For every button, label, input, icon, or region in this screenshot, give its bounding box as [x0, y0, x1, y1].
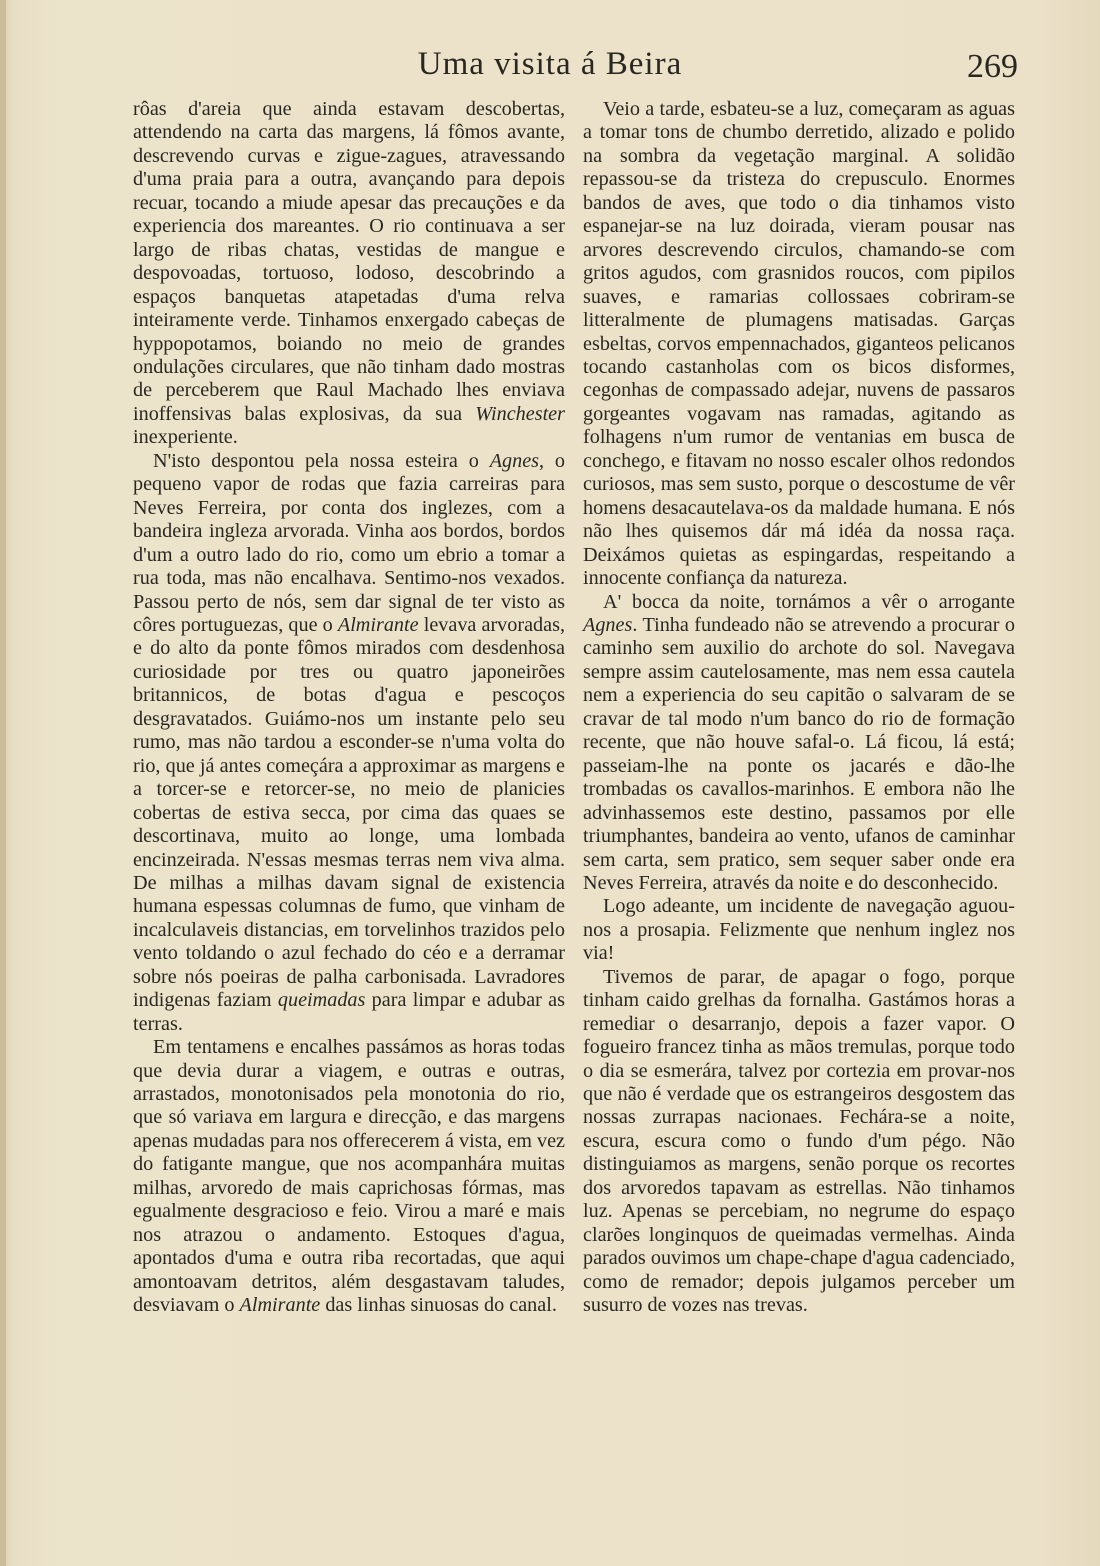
running-header-title: Uma visita á Beira: [417, 46, 683, 82]
italic-text: queimadas: [277, 989, 366, 1012]
text-run: N'isto despontou pela nossa esteira o: [153, 449, 490, 472]
italic-text: Winchester: [475, 402, 565, 425]
paragraph: [133, 98, 565, 450]
paragraph: [583, 591, 1015, 896]
left-text-column: [133, 98, 565, 1318]
paragraph: Veio a tarde, esbateu-se a luz, começaram as aguas a tomar tons de chumbo derretido, alizado e polido na sombra da vegetação marginal. A solidão repassou-se da tristeza do crepusculo. Enormes bandos de aves, que todo o dia tinhamos visto espanejar-se na luz doirada, vieram pousar nas arvores descrevendo circulos, chamando-se com gritos agudos, com grasnidos roucos, com pipilos suaves, e ramarias collossaes cobriram-se litteralmente de plumagens matisadas. Garças esbeltas, corvos empennachados, giganteos pelicanos tocando castanholas com os bicos disformes, cegonhas de compassado adejar, nuvens de passaros gorgeantes vogavam nas ramadas, agitando as folhagens n'um rumor de ventanias em busca de conchego, e fitavam no nosso escaler olhos redondos curiosos, mas sem susto, porque o descostume de vêr homens desacautelava-os da maldade humana. E nós não lhes quisemos dár má idéa da nossa raça. Deixámos quietas as espingardas, respeitando a innocente confiança da natureza.: [583, 98, 1015, 590]
italic-text: Almirante: [239, 1294, 321, 1317]
page-binding-edge: [0, 0, 6, 1566]
text-run: , o pequeno vapor de rodas que fazia carreiras para Neves Ferreira, por conta dos inglezes, com a bandeira ingleza arvorada. Vinha aos bordos, bordos d'um a outro lado do rio, como um ebrio a tomar a rua toda, mas não encalhava. Sentimo-nos vexados. Passou perto de nós, sem dar signal de ter visto as côres portuguezas, que o: [133, 449, 566, 636]
text-run: rôas d'areia que ainda estavam descobertas, attendendo na carta das margens, lá fômos avante, descrevendo curvas e zigue-zagues, atravessando d'uma praia para a outra, avançando para depois recuar, tocando a miude apesar das precauções e da experiencia dos mareantes. O rio continuava a ser largo de ribas chatas, vestidas de mangue e despovoadas, tortuoso, lodoso, descobrindo a espaços banquetas atapetadas d'uma relva inteiramente verde. Tinhamos enxergado cabeças de hyppopotamos, boiando no meio de grandes ondulações circulares, que não tinham dado mostras de perceberem que Raul Machado lhes enviava inoffensivas balas explosivas, da sua: [133, 98, 565, 425]
text-run: A' bocca da noite, tornámos a vêr o arrogante: [603, 590, 1015, 613]
text-run: para limpar e adubar as terras.: [133, 989, 565, 1035]
italic-text: Almirante: [337, 613, 419, 636]
right-text-column: [583, 98, 1015, 1318]
text-run: das linhas sinuosas do canal.: [320, 1294, 557, 1317]
text-run: Em tentamens e encalhes passámos as horas todas que devia durar a viagem, e outras e outras, arrastados, monotonisados pela monotonia do rio, que só variava em largura e direcção, e das margens apenas mudadas para nos offerecerem á vista, em vez do fatigante mangue, que nos acompanhára muitas milhas, arvoredo de mais caprichosas fórmas, mas egualmente desgracioso e feio. Virou a maré e mais nos atrazou o andamento. Estoques d'agua, apontados d'uma e outra riba recortadas, que aqui amontoavam detritos, além desgastavam taludes, desviavam o: [133, 1036, 565, 1317]
italic-text: Agnes: [583, 613, 633, 636]
text-run: inexperiente.: [133, 426, 238, 449]
text-run: . Tinha fundeado não se atrevendo a procurar o caminho sem auxilio do archote do sol. Navegava sempre assim cautelosamente, mas nem essa cautela nem a experiencia do seu capitão o salvaram de se cravar de tal modo n'um banco do rio de formação recente, que não houve safal-o. Lá ficou, lá está; passeiam-lhe na ponte os jacarés e dão-lhe trombadas os cavallos-marinhos. E embora não lhe advinhassemos este destino, passamos por elle triumphantes, bandeira ao vento, ufanos de caminhar sem carta, sem pratico, sem sequer saber onde era Neves Ferreira, através da noite e do desconhecido.: [583, 613, 1015, 894]
paragraph: Logo adeante, um incidente de navegação aguou-nos a prosapia. Felizmente que nenhum inglez nos via!: [583, 895, 1015, 965]
page-number: 269: [967, 48, 1018, 85]
italic-text: Agnes: [489, 449, 540, 472]
text-run: levava arvoradas, e do alto da ponte fômos mirados com desdenhosa curiosidade por tres ou quatro japoneirões britannicos, de botas d'agua e pescoços desgravatados. Guiámo-nos um instante pelo seu rumo, mas não tardou a esconder-se n'uma volta do rio, que já antes começára a approximar as margens e a torcer-se e retorcer-se, no meio de planicies cobertas de estiva secca, por cima das quaes se descortinava, muito ao longe, uma lombada encinzeirada. N'essas mesmas terras nem viva alma. De milhas a milhas davam signal de existencia humana espessas columnas de fumo, que vinham de incalculaveis distancias, em torvelinhos trazidos pelo vento toldando o azul fechado do céo e a derramar sobre nós poeiras de palha carbonisada. Lavradores indigenas faziam: [133, 613, 566, 1012]
paragraph: [133, 450, 565, 1036]
paragraph: Tivemos de parar, de apagar o fogo, porque tinham caido grelhas da fornalha. Gastámos horas a remediar o desarranjo, depois a fazer vapor. O fogueiro francez tinha as mãos tremulas, porque todo o dia se esmerára, talvez por cortezia em provar-nos que não é verdade que os estrangeiros desgostem das nossas zurrapas nacionaes. Fechára-se a noite, escura, escura como o fundo d'um pégo. Não distinguiamos as margens, senão porque os recortes dos arvoredos tapavam as estrellas. Não tinhamos luz. Apenas se percebiam, no negrume do espaço clarões longinquos de queimadas vermelhas. Ainda parados ouvimos um chape-chape d'agua cadenciado, como de remador; depois julgamos perceber um susurro de vozes nas trevas.: [583, 965, 1015, 1317]
paragraph: [133, 1036, 565, 1317]
